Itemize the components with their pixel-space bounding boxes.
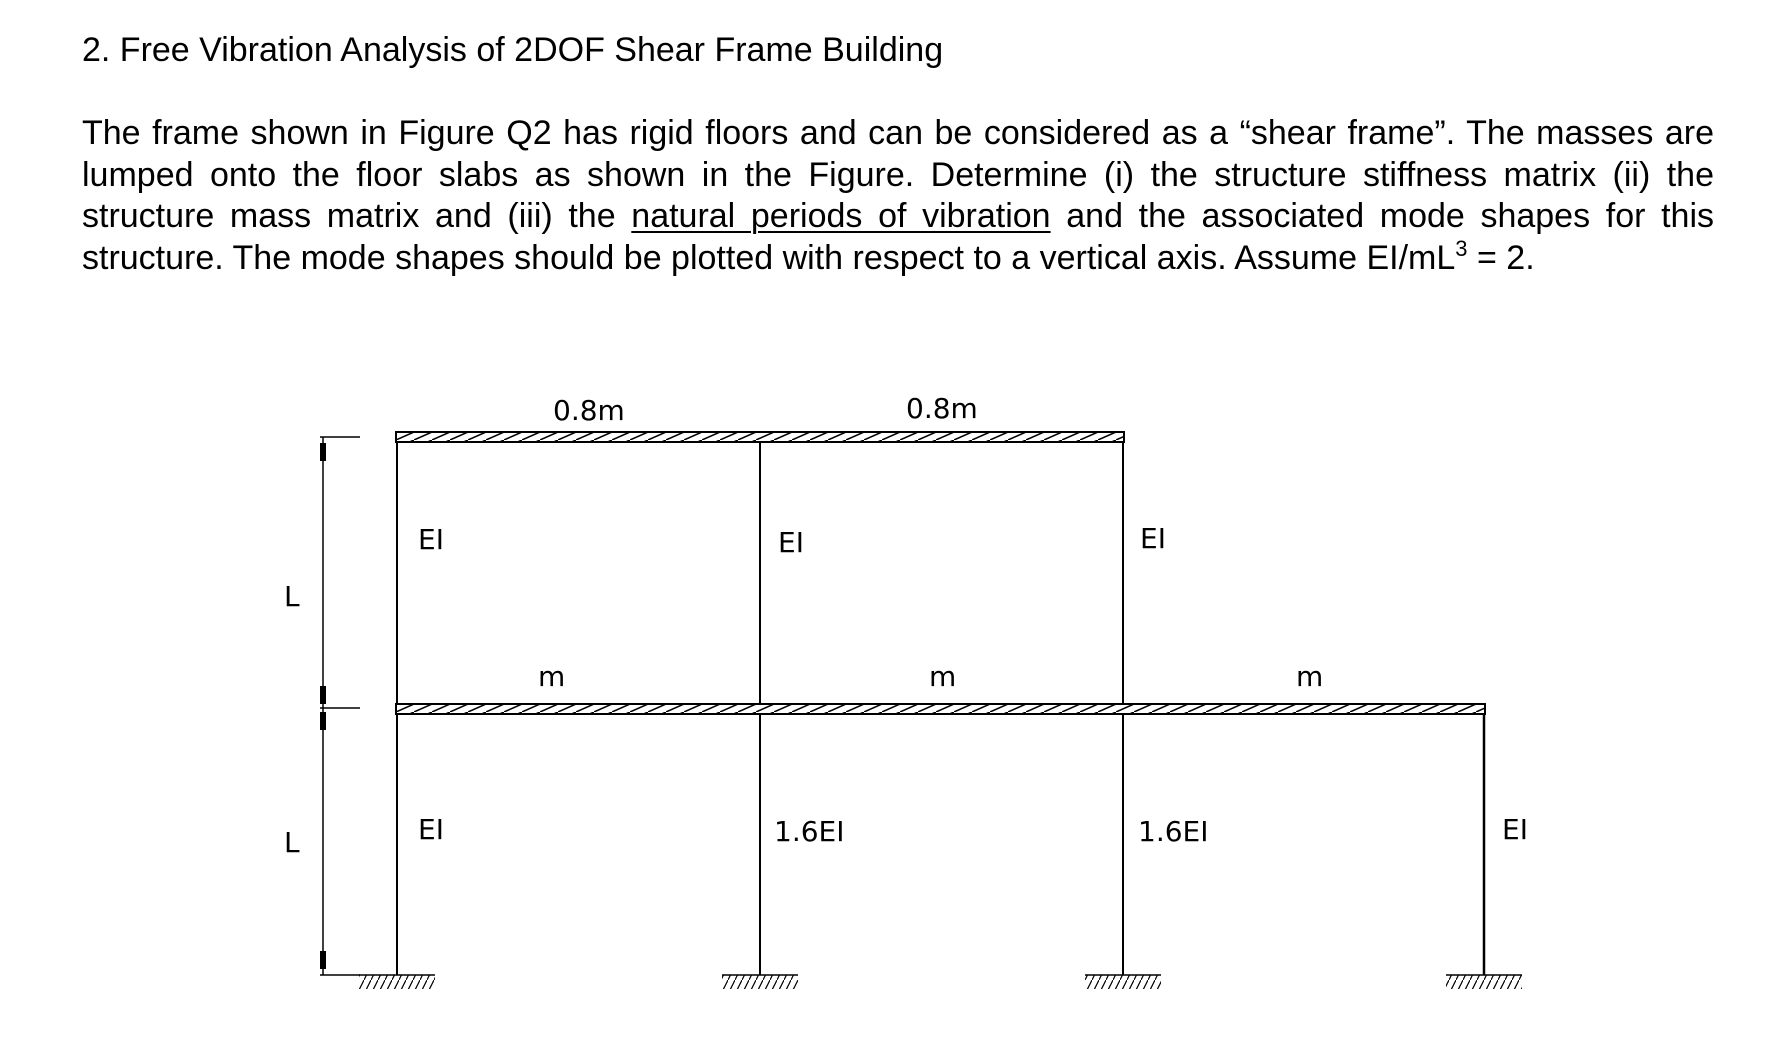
height-label-upper: L	[284, 580, 300, 613]
lower-stiffness-label-3: 1.6EI	[1138, 815, 1209, 848]
natural-periods-link: natural periods of vibration	[631, 197, 1051, 235]
height-dimension-line	[320, 437, 360, 975]
top-mass-label-1: 0.8m	[553, 394, 625, 427]
cube-superscript: 3	[1455, 235, 1468, 261]
first-mass-label-1: m	[538, 660, 566, 693]
question-text-part-1: The frame shown in Figure Q2 has rigid floors and can be considered as a “shear frame”. The masses are lumped onto the floor slabs as shown in the Figure. Determine (i) the structure stiffness matrix (ii) the structure mass matrix and (iii) the	[82, 114, 1714, 235]
upper-stiffness-label-2: EI	[778, 526, 804, 559]
lower-stiffness-label-4: EI	[1502, 813, 1528, 846]
lower-stiffness-label-1: EI	[418, 813, 444, 846]
top-mass-label-2: 0.8m	[906, 392, 978, 425]
fixed-supports	[359, 975, 1522, 989]
upper-stiffness-label-1: EI	[418, 523, 444, 556]
upper-stiffness-label-3: EI	[1140, 522, 1166, 555]
lower-columns	[397, 714, 1484, 975]
first-mass-label-3: m	[1296, 660, 1324, 693]
height-label-lower: L	[284, 826, 300, 859]
fixed-support-1	[359, 975, 435, 989]
question-text-part-3: = 2.	[1467, 238, 1535, 277]
question-text-part-2: and the associated mode shapes for this structure. The mode shapes should be plotted with respect to a vertical axis. Assume EI/mL	[82, 197, 1714, 277]
upper-columns	[397, 442, 1123, 704]
fixed-support-3	[1085, 975, 1161, 989]
first-mass-label-2: m	[929, 660, 957, 693]
first-floor-slab	[396, 704, 1485, 714]
question-heading: 2. Free Vibration Analysis of 2DOF Shear Frame Building	[82, 31, 944, 69]
top-floor-slab	[396, 432, 1124, 442]
fixed-support-4	[1446, 975, 1522, 989]
lower-stiffness-label-2: 1.6EI	[774, 815, 845, 848]
fixed-support-2	[722, 975, 798, 989]
